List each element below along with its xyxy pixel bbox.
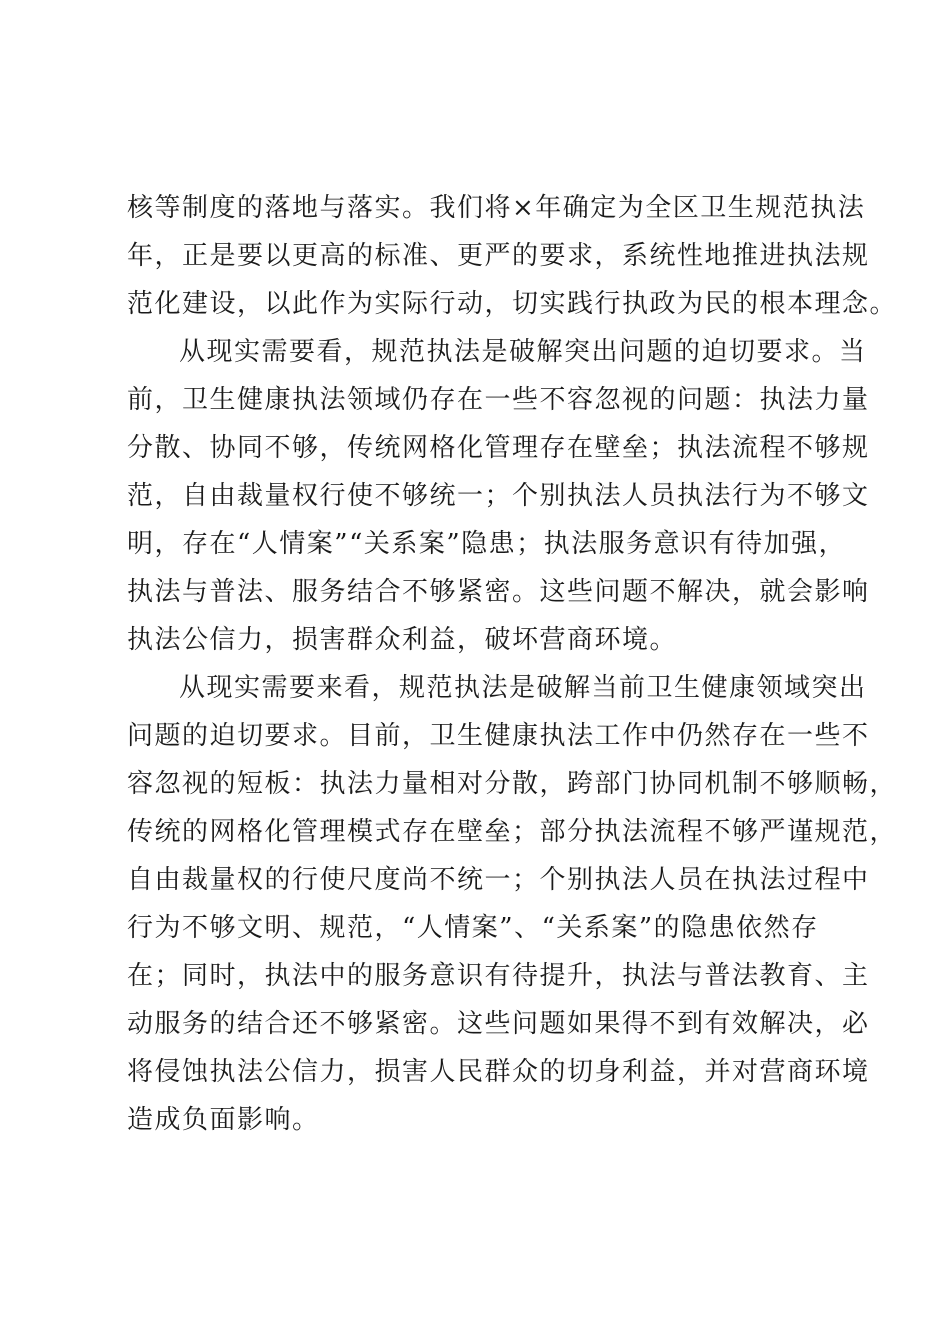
paragraph-1-line-1: 核等制度的落地与落实。我们将×年确定为全区卫生规范执法	[127, 193, 866, 223]
paragraph-3-line-10: 造成负面影响。	[127, 1105, 320, 1135]
paragraph-1-line-3: 范化建设，以此作为实际行动，切实践行执政为民的根本理念。	[127, 289, 898, 319]
paragraph-3-line-4: 传统的网格化管理模式存在壁垒；部分执法流程不够严谨规范，	[127, 817, 898, 847]
paragraph-2-line-2: 前，卫生健康执法领域仍存在一些不容忽视的问题：执法力量	[127, 385, 870, 415]
paragraph-2-line-7: 执法公信力，损害群众利益，破坏营商环境。	[127, 625, 678, 655]
paragraph-2-line-1: 从现实需要看，规范执法是破解突出问题的迫切要求。当	[179, 337, 867, 367]
paragraph-2-line-4: 范，自由裁量权行使不够统一；个别执法人员执法行为不够文	[127, 481, 870, 511]
paragraph-3-line-5: 自由裁量权的行使尺度尚不统一；个别执法人员在执法过程中	[127, 865, 870, 895]
paragraph-2-line-3: 分散、协同不够，传统网格化管理存在壁垒；执法流程不够规	[127, 433, 870, 463]
paragraph-1-line-2: 年，正是要以更高的标准、更严的要求，系统性地推进执法规	[127, 241, 870, 271]
paragraph-3-line-8: 动服务的结合还不够紧密。这些问题如果得不到有效解决，必	[127, 1009, 870, 1039]
paragraph-3-line-3: 容忽视的短板：执法力量相对分散，跨部门协同机制不够顺畅，	[127, 769, 898, 799]
paragraph-2-line-6: 执法与普法、服务结合不够紧密。这些问题不解决，就会影响	[127, 577, 870, 607]
paragraph-3-line-7: 在；同时，执法中的服务意识有待提升，执法与普法教育、主	[127, 961, 870, 991]
paragraph-2-line-5: 明，存在“人情案”“关系案”隐患；执法服务意识有待加强，	[127, 529, 847, 559]
paragraph-3-line-6: 行为不够文明、规范，“人情案”、“关系案”的隐患依然存	[127, 913, 819, 943]
document-body	[127, 184, 898, 1144]
paragraph-3-line-2: 问题的迫切要求。目前，卫生健康执法工作中仍然存在一些不	[127, 721, 870, 751]
paragraph-3-line-1: 从现实需要来看，规范执法是破解当前卫生健康领域突出	[179, 673, 867, 703]
paragraph-3-line-9: 将侵蚀执法公信力，损害人民群众的切身利益，并对营商环境	[127, 1057, 870, 1087]
